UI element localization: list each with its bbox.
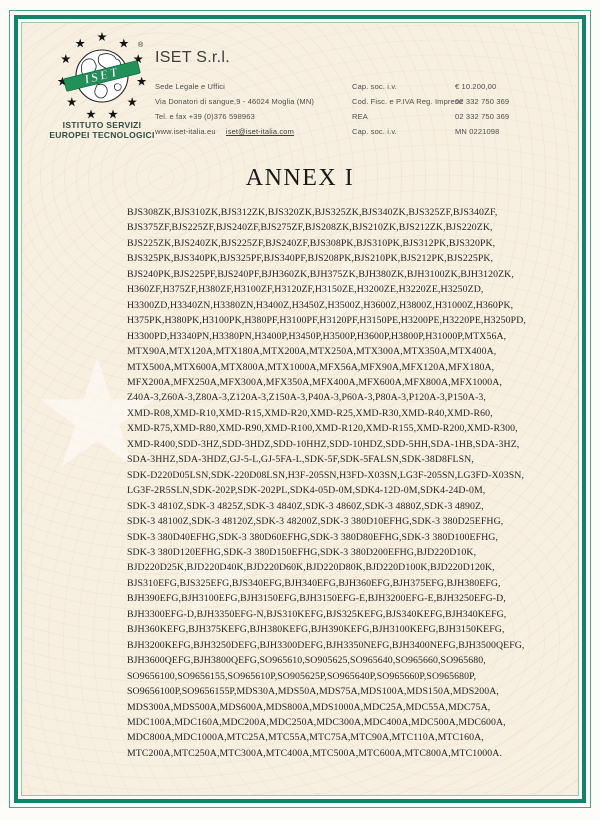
code-line: SO9656100P,SO9656155P,MDS30A,MDS50A,MDS75A,MDS100A,MDS150A,MDS200A, (127, 686, 499, 698)
code-line: BJH3200KEFG,BJH3250DEFG,BJH3300DEFG,BJH3350NEFG,BJH3400NEFG,BJH3500QEFG, (127, 639, 525, 651)
watermark-star-icon: ★ (300, 231, 395, 353)
code-line: MDC800A,MDC1000A,MTC25A,MTC55A,MTC75A,MTC90A,MTC110A,MTC160A, (127, 732, 484, 744)
code-line: SDA-3HHZ,SDA-3HDZ,GJ-5-L,GJ-5FA-L,SDK-5F,SDK-5FALSN,SDK-38D8FLSN, (127, 454, 474, 466)
contact-line (155, 127, 294, 136)
code-line: MFX200A,MFX250A,MFX300A,MFX350A,MFX400A,MFX600A,MFX800A,MFX1000A, (127, 376, 503, 388)
code-line: SO9656100,SO9656155,SO965610P,SO905625P,SO965640P,SO965660P,SO965680P, (127, 670, 477, 682)
code-line: SDK-3 4810Z,SDK-3 4825Z,SDK-3 4840Z,SDK-3 4860Z,SDK-3 4880Z,SDK-3 4890Z, (127, 500, 484, 512)
code-line: BJS225ZK,BJS240ZK,BJS225ZF,BJS240ZF,BJS308PK,BJS310PK,BJS312PK,BJS320PK, (127, 237, 496, 249)
registry-value: 02 332 750 369 (455, 112, 510, 121)
company-name: ISET S.r.l. (155, 49, 231, 66)
code-line: SDK-3 380D120EFHG,SDK-3 380D150EFHG,SDK-3 380D200EFHG,BJD220D10K, (127, 546, 477, 558)
code-line: BJD220D25K,BJD220D40K,BJD220D60K,BJD220D80K,BJD220D100K,BJD220D120K, (127, 562, 495, 574)
code-line: XMD-R400,SDD-3HZ,SDD-3HDZ,SDD-10HHZ,SDD-10HDZ,SDD-5HH,SDA-1HB,SDA-3HZ, (127, 438, 520, 450)
registry-label: Cap. soc. i.v. (352, 127, 397, 136)
code-line: SDK-3 48100Z,SDK-3 48120Z,SDK-3 48200Z,SDK-3 380D10EFHG,SDK-3 380D25EFHG, (127, 516, 504, 528)
website-url: www.iset-italia.eu (155, 127, 216, 136)
code-line: H375PK,H380PK,H3100PK,H380PF,H3100PF,H3120PF,H3150PE,H3200PE,H3220PE,H3250PD, (127, 315, 526, 327)
code-line: BJS308ZK,BJS310ZK,BJS312ZK,BJS320ZK,BJS325ZK,BJS340ZK,BJS325ZF,BJS340ZF, (127, 207, 498, 218)
page-title: ANNEX I (245, 165, 355, 191)
registered-trademark-icon: ® (138, 42, 144, 49)
code-line: SDK-D220D05LSN,SDK-220D08LSN,H3F-205SN,H3FD-X03SN,LG3F-205SN,LG3FD-X03SN, (127, 469, 525, 481)
code-line: BJS240PK,BJS225PF,BJS240PF,BJH360ZK,BJH375ZK,BJH380ZK,BJH3100ZK,BJH3120ZK, (127, 268, 514, 280)
address-line-1: Sede Legale e Uffici (155, 82, 225, 91)
organization-name-line2: EUROPEI TECNOLOGICI (49, 129, 155, 140)
code-line: LG3F-2R5SLN,SDK-202P,SDK-202PL,SDK4-05D-0M,SDK4-12D-0M,SDK4-24D-0M, (127, 485, 486, 497)
code-line: SDK-3 380D40EFHG,SDK-3 380D60EFHG,SDK-3 380D80EFHG,SDK-3 380D100EFHG, (127, 531, 499, 543)
registry-label: Cod. Fisc. e P.IVA Reg. Imprese (352, 97, 464, 106)
code-line: MDC100A,MDC160A,MDC200A,MDC250A,MDC300A,MDC400A,MDC500A,MDC600A, (127, 716, 506, 728)
code-line: MTX90A,MTX120A,MTX180A,MTX200A,MTX250A,MTX300A,MTX350A,MTX400A, (127, 346, 497, 358)
code-line: BJS310EFG,BJS325EFG,BJS340EFG,BJH340EFG,BJH360EFG,BJH375EFG,BJH380EFG, (127, 577, 501, 589)
code-line: Z40A-3,Z60A-3,Z80A-3,Z120A-3,Z150A-3,P40A-3,P60A-3,P80A-3,P120A-3,P150A-3, (127, 392, 486, 404)
code-line: BJS375ZF,BJS225ZF,BJS240ZF,BJS275ZF,BJS208ZK,BJS210ZK,BJS212ZK,BJS220ZK, (127, 222, 493, 234)
watermark-star-icon: ★ (165, 510, 269, 644)
logo-ribbon-text: ISET (82, 64, 121, 87)
code-line: BJS325PK,BJS340PK,BJS325PF,BJS340PF,BJS208PK,BJS210PK,BJS212PK,BJS225PK, (127, 253, 494, 265)
code-list (127, 205, 526, 761)
code-line: BJH3300EFG-D,BJH3350EFG-N,BJS310KEFG,BJS325KEFG,BJS340KEFG,BJH340KEFG, (127, 608, 507, 620)
code-line: XMD-R75,XMD-R80,XMD-R90,XMD-R100,XMD-R120,XMD-R155,XMD-R200,XMD-R300, (127, 423, 518, 435)
watermark-star-icon: ★ (30, 328, 165, 502)
code-line: BJH360KEFG,BJH375KEFG,BJH380KEFG,BJH390KEFG,BJH3100KEFG,BJH3150KEFG, (127, 624, 505, 636)
code-line: H360ZF,H375ZF,H380ZF,H3100ZF,H3120ZF,H3150ZE,H3200ZE,H3220ZE,H3250ZD, (127, 284, 484, 296)
code-line: BJH3600QEFG,BJH3800QEFG,SO965610,SO905625,SO965640,SO965660,SO965680, (127, 655, 486, 667)
registry-value: 02 332 750 369 (455, 97, 510, 106)
phone-line: Tel. e fax +39 (0)376 598963 (155, 112, 255, 121)
registry-label: REA (352, 112, 368, 121)
email-link[interactable]: iset@iset-italia.com (225, 127, 295, 136)
code-line: BJH390EFG,BJH3100EFG,BJH3150EFG,BJH3150EFG-E,BJH3200EFG-E,BJH3250EFG-D, (127, 593, 506, 605)
code-line: H3300PD,H3340PN,H3380PN,H3400P,H3450P,H3500P,H3600P,H3800P,H31000P,MTX56A, (127, 330, 507, 342)
address-line-2: Via Donatori di sangue,9 - 46024 Moglia (MN) (155, 97, 315, 106)
registry-value: MN 0221098 (455, 127, 500, 136)
code-line: XMD-R08,XMD-R10,XMD-R15,XMD-R20,XMD-R25,XMD-R30,XMD-R40,XMD-R60, (127, 407, 493, 419)
code-line: MTC200A,MTC250A,MTC300A,MTC400A,MTC500A,MTC600A,MTC800A,MTC1000A. (127, 747, 502, 759)
code-line: MTX500A,MTX600A,MTX800A,MTX1000A,MFX56A,MFX90A,MFX120A,MFX180A, (127, 361, 495, 373)
registry-label: Cap. soc. i.v. (352, 82, 397, 91)
iset-logo (50, 28, 154, 126)
code-line: MDS300A,MDS500A,MDS600A,MDS800A,MDS1000A,MDC25A,MDC55A,MDC75A, (127, 701, 491, 713)
registry-value: € 10.200,00 (455, 82, 497, 91)
code-line: H3300ZD,H3340ZN,H3380ZN,H3400Z,H3450Z,H3500Z,H3600Z,H3800Z,H31000Z,H360PK, (127, 299, 514, 311)
organization-name-line1: ISTITUTO SERVIZI (62, 120, 142, 130)
